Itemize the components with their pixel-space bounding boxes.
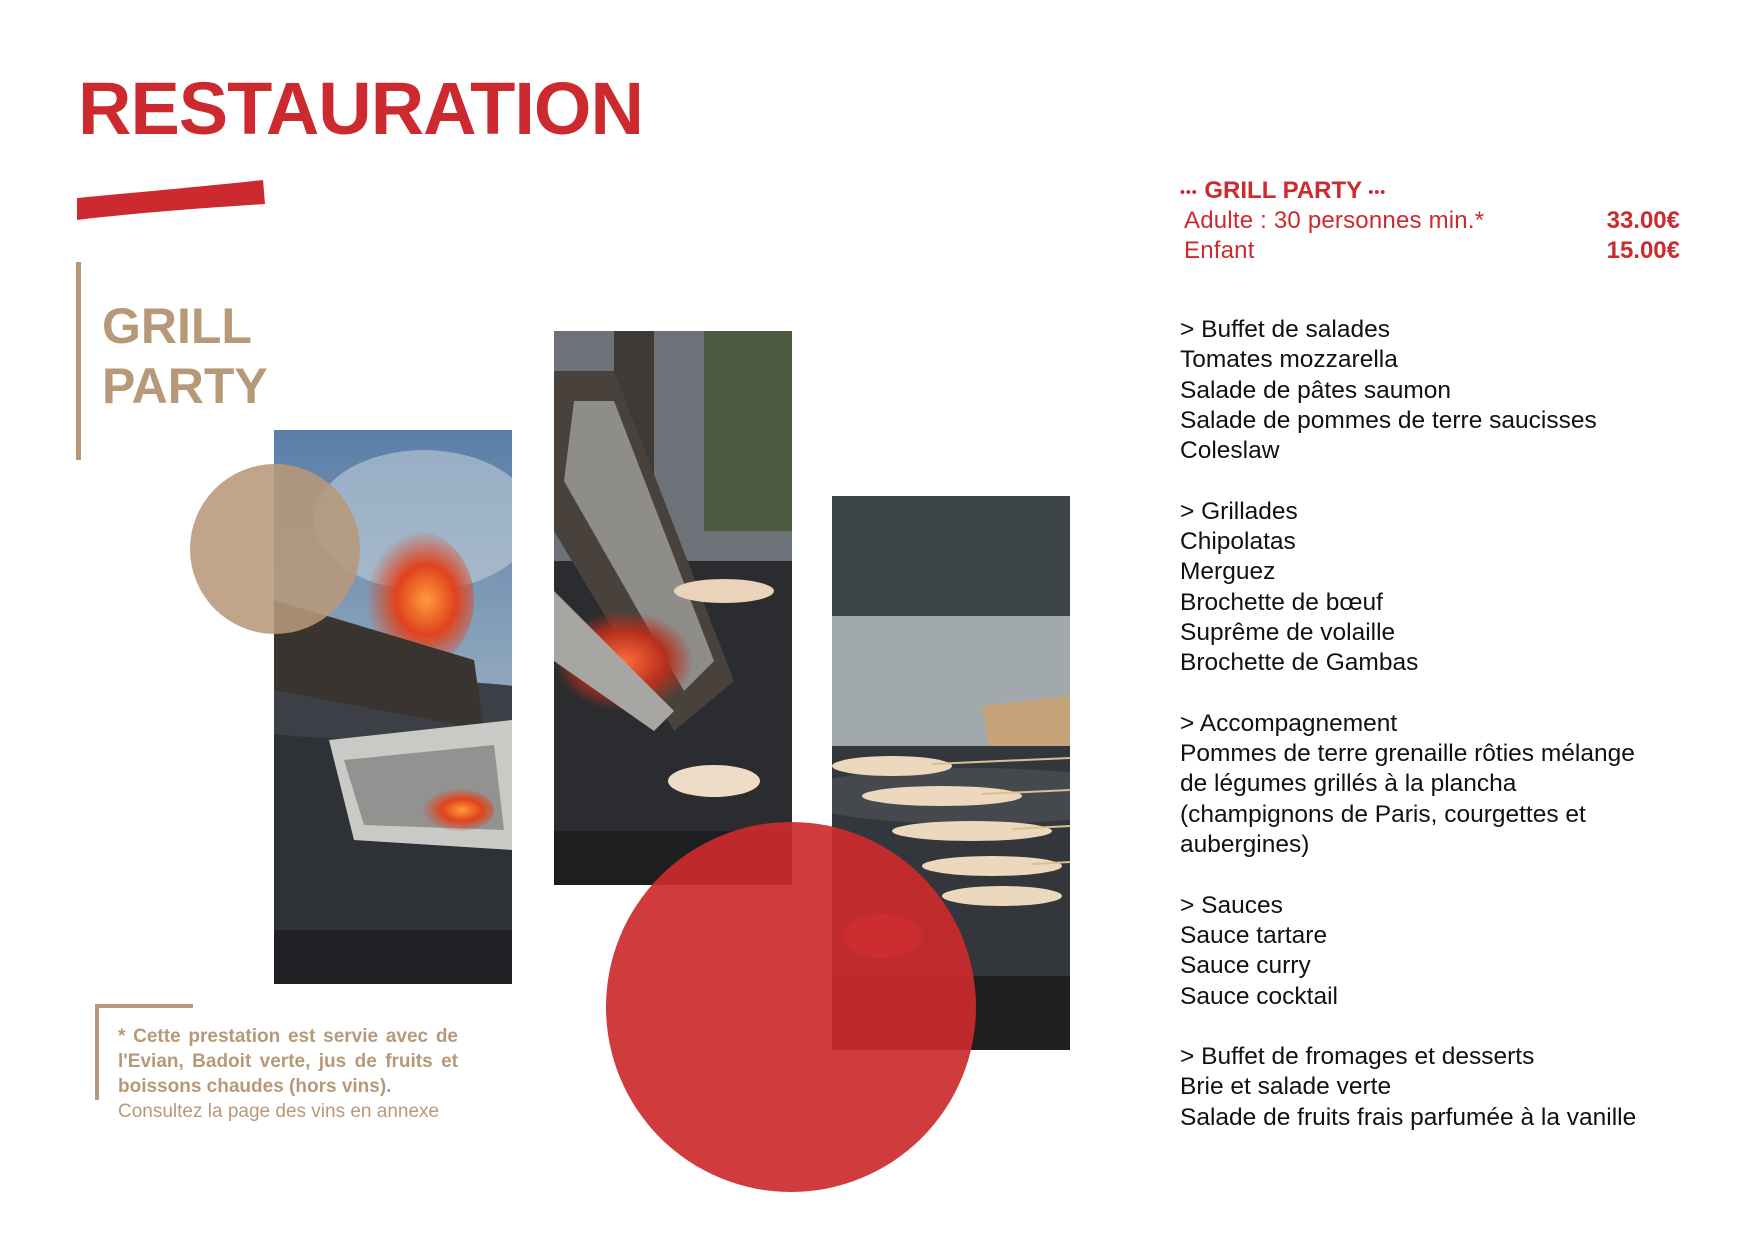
price-heading-text: GRILL PARTY bbox=[1204, 177, 1362, 204]
price-value: 15.00€ bbox=[1606, 237, 1680, 264]
menu-item: Sauce cocktail bbox=[1180, 982, 1338, 1010]
price-heading bbox=[1180, 176, 1386, 207]
beige-circle-decoration bbox=[190, 464, 360, 634]
menu-item: Chipolatas bbox=[1180, 528, 1296, 556]
grill-embers-shrimp-photo bbox=[554, 331, 792, 885]
menu-item: Pommes de terre grenaille rôties mélange de légumes grillés à la plancha (champignons de Paris, courgettes et aubergines) bbox=[1180, 740, 1635, 859]
menu-section bbox=[1180, 891, 1640, 1012]
menu-section bbox=[1180, 315, 1640, 466]
page-title: RESTAURATION bbox=[78, 67, 643, 150]
section-title bbox=[102, 296, 268, 416]
price-row-adult bbox=[1184, 206, 1680, 236]
brush-stroke-decoration bbox=[77, 176, 265, 224]
price-label: Adulte : 30 personnes min.* bbox=[1184, 207, 1485, 234]
menu-item: Salade de pâtes saumon bbox=[1180, 376, 1452, 404]
menu-item: Sauce tartare bbox=[1180, 921, 1328, 949]
menu-section-heading: > Accompagnement bbox=[1180, 709, 1398, 737]
dots-ornament-right: ••• bbox=[1368, 183, 1387, 200]
menu-item: Brie et salade verte bbox=[1180, 1073, 1392, 1101]
menu-section bbox=[1180, 497, 1640, 679]
section-title-line-1: GRILL bbox=[102, 298, 252, 354]
menu-item: Suprême de volaille bbox=[1180, 618, 1396, 646]
menu-item: Brochette de Gambas bbox=[1180, 649, 1419, 677]
menu-section bbox=[1180, 709, 1640, 860]
section-title-line-2: PARTY bbox=[102, 358, 268, 414]
section-accent-bar bbox=[76, 262, 81, 460]
price-row-child bbox=[1184, 236, 1680, 266]
menu-item: Salade de pommes de terre saucisses Coleslaw bbox=[1180, 406, 1597, 465]
menu-section-heading: > Grillades bbox=[1180, 497, 1298, 525]
dots-ornament-left: ••• bbox=[1180, 183, 1198, 200]
menu-section-heading: > Buffet de fromages et desserts bbox=[1180, 1043, 1535, 1071]
footnote-main: * Cette prestation est servie avec de l'Evian, Badoit verte, jus de fruits et boissons chaudes (hors vins). bbox=[118, 1026, 458, 1097]
menu-section bbox=[1180, 1042, 1640, 1133]
menu-section-heading: > Buffet de salades bbox=[1180, 316, 1390, 343]
menu-item: Brochette de bœuf bbox=[1180, 588, 1383, 616]
price-value: 33.00€ bbox=[1606, 207, 1680, 234]
menu-item: Sauce curry bbox=[1180, 952, 1311, 980]
menu-item: Merguez bbox=[1180, 558, 1276, 586]
footnote-secondary: Consultez la page des vins en annexe bbox=[118, 1101, 440, 1122]
menu-list bbox=[1180, 315, 1640, 1163]
menu-section-heading: > Sauces bbox=[1180, 891, 1283, 919]
menu-item: Tomates mozzarella bbox=[1180, 346, 1398, 374]
price-label: Enfant bbox=[1184, 237, 1255, 264]
red-circle-decoration bbox=[606, 822, 976, 1192]
menu-item: Salade de fruits frais parfumée à la vanille bbox=[1180, 1103, 1637, 1131]
footnote bbox=[118, 1024, 458, 1124]
